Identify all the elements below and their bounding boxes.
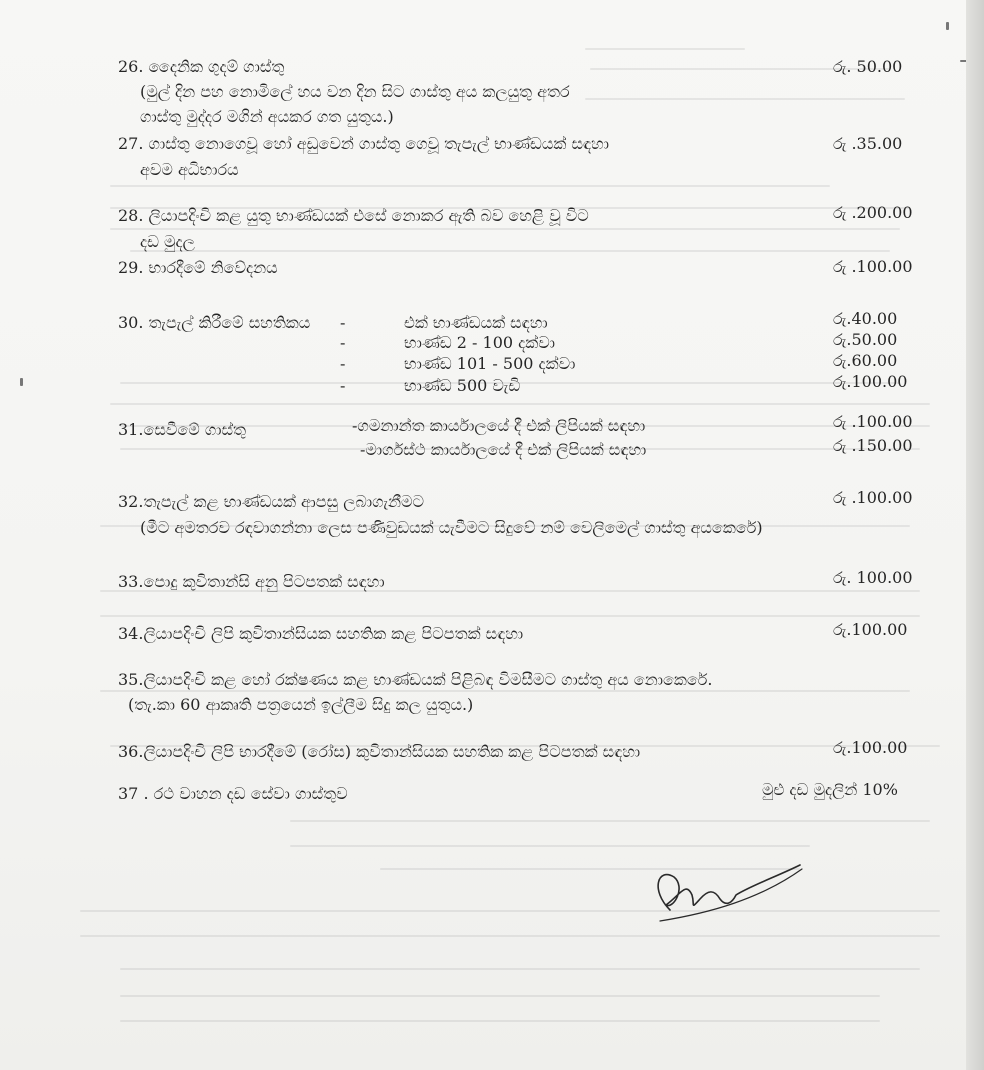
item-text: ලියාපදිංචි ලිපි කුවිතාන්සියක සහතික කළ පිටපතක් සඳහා [143,624,524,643]
item-text: රථ වාහන දඩ සේවා ගාස්තුව [153,784,348,803]
item-26-note-1: (මුල් දින පහ නොමිලේ හය වන දින සිට ගාස්තු අය කලයුතු අතර [140,82,570,101]
item-number: 33. [118,572,144,591]
item-number: 29. [118,258,149,277]
item-27-fee: රු .35.00 [833,134,903,153]
item-30-row-3-dash: - [340,354,346,373]
item-33 [118,572,385,592]
item-30 [118,313,310,333]
item-30-row-1-label: එක් භාණ්ඩයක් සඳහා [404,313,548,332]
item-27-note-1: අවම අධිභාරය [140,160,239,179]
item-number: 37 . [118,784,154,803]
item-text: තැපැල් කළ භාණ්ඩයක් ආපසු ලබාගැනීමට [143,492,425,511]
item-number: 26. [118,57,149,76]
stray-mark [20,378,23,386]
item-text: දෛනික ගුදම් ගාස්තු [148,57,285,76]
item-34-fee: රු.100.00 [833,620,908,639]
item-29-fee: රු .100.00 [833,257,913,276]
item-35-note-1: (තැ.කා 60 ආකෘති පත්‍රයෙන් ඉල්ලීම සිදු කල යුතුය.) [128,695,474,714]
item-number: 35. [118,670,144,689]
item-30-row-4-fee: රු.100.00 [833,372,908,391]
item-number: 32. [118,492,144,511]
item-26-fee: රු. 50.00 [833,57,903,76]
item-31-row-2-label: -මාර්ගස්ථ කාර්යාලයේ දී එක් ලිපියක් සඳහා [360,440,647,459]
item-text: ලියාපදිංචි කළ හෝ රක්ෂණය කළ භාණ්ඩයක් පිළිබඳ විමසීමට ගාස්තු අය නොකෙරේ. [143,670,713,689]
item-30-row-1-dash: - [340,313,346,332]
item-32 [118,492,424,512]
item-number: 31. [118,420,144,439]
item-32-note-1: (මීට අමතරව රඳවාගන්නා ලෙස පණිවුඩයක් යැවීමට සිදුවේ නම් වෙලිමෙල් ගාස්තු අයකෙරේ) [140,518,763,537]
item-30-row-2-dash: - [340,333,346,352]
item-30-row-4-label: භාණ්ඩ 500 වැඩි [404,376,521,395]
item-30-row-3-label: භාණ්ඩ 101 - 500 දක්වා [404,354,576,373]
item-30-row-3-fee: රු.60.00 [833,351,898,370]
item-30-row-1-fee: රු.40.00 [833,309,898,328]
item-number: 36. [118,742,144,761]
item-29 [118,258,278,278]
item-36-fee: රු.100.00 [833,738,908,757]
item-text: ලියාපදිංචි කළ යුතු භාණ්ඩයක් එසේ නොකර ඇති බව හෙළි වූ විට [148,206,589,225]
item-text: සෙවීමේ ගාස්තු [143,420,247,439]
item-number: 34. [118,624,144,643]
page-edge [966,0,984,1070]
item-30-row-2-label: භාණ්ඩ 2 - 100 දක්වා [404,333,556,352]
item-35 [118,670,713,690]
item-37 [118,784,348,804]
item-33-fee: රු. 100.00 [833,568,913,587]
item-text: භාරදීමේ නිවේදනය [148,258,278,277]
item-26-note-2: ගාස්තු මුද්දර මගින් අයකර ගත යුතුය.) [140,107,394,126]
item-36 [118,742,640,762]
handwritten-signature [640,855,810,925]
item-34 [118,624,523,644]
item-text: තැපැල් කිරීමේ සහතිකය [148,313,311,332]
item-37-fee: මුළු දඩ මුදලින් 10% [762,780,898,799]
item-30-row-4-dash: - [340,376,346,395]
item-30-row-2-fee: රු.50.00 [833,330,898,349]
item-26 [118,57,284,77]
item-28 [118,206,589,226]
stray-mark [946,22,949,30]
item-number: 30. [118,313,149,332]
item-27 [118,134,609,154]
item-28-fee: රු .200.00 [833,203,913,222]
item-number: 27. [118,134,149,153]
item-31 [118,420,246,440]
item-text: ගාස්තු නොගෙවූ හෝ අඩුවෙන් ගාස්තු ගෙවූ තැපැල් භාණ්ඩයක් සඳහා [148,134,609,153]
item-31-row-1-label: -ගමනාන්ත කාර්යාලයේ දී එක් ලිපියක් සඳහා [352,416,646,435]
item-31-row-1-fee: රු .100.00 [833,412,913,431]
item-number: 28. [118,206,149,225]
item-32-fee: රු .100.00 [833,488,913,507]
item-28-note-1: දඩ මුදල [140,232,195,251]
item-text: ලියාපදිංචි ලිපි භාරදීමේ (රෝස) කුවිතාන්සියක සහතික කළ පිටපතක් සඳහා [143,742,641,761]
item-text: පොදු කුවිතාන්සි අනු පිටපතක් සඳහා [143,572,385,591]
item-31-row-2-fee: රු .150.00 [833,436,913,455]
